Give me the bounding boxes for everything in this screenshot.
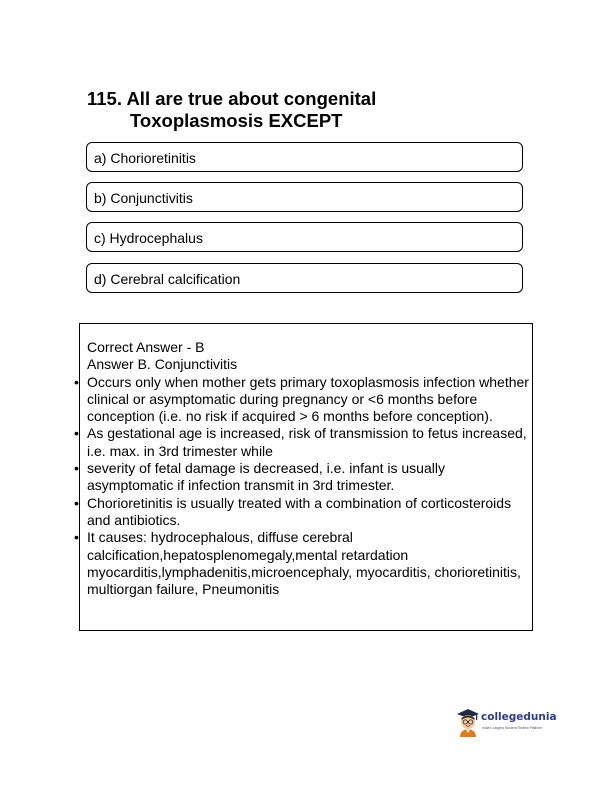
list-item [74, 494, 533, 530]
logo-tagline: India's Largest Student Review Platform [482, 726, 543, 730]
question-heading [87, 88, 527, 132]
correct-answer-label: Correct Answer - B [87, 339, 205, 355]
bullet-icon: • [74, 373, 79, 390]
option-b[interactable]: b) Conjunctivitis [86, 182, 523, 212]
bullet-icon: • [74, 494, 79, 511]
question-line-1: 115. All are true about congenital [87, 88, 377, 109]
list-item-text: severity of fetal damage is decreased, i.e. infant is usually asymptomatic if infection transmit in 3rd trimester. [87, 460, 445, 494]
option-d[interactable]: d) Cerebral calcification [86, 263, 523, 293]
student-mascot-icon [455, 706, 481, 738]
logo-wordmark: collegedunia [481, 711, 557, 723]
list-item [74, 425, 533, 460]
option-a[interactable]: a) Chorioretinitis [86, 142, 523, 172]
explanation-list [74, 373, 533, 599]
list-item [74, 460, 533, 495]
collegedunia-logo [455, 706, 565, 740]
list-item [74, 529, 533, 598]
list-item [74, 373, 533, 426]
list-item-text: As gestational age is increased, risk of transmission to fetus increased, i.e. max. in 3rd trimester while [87, 425, 527, 459]
bullet-icon: • [74, 425, 79, 442]
answer-content [74, 339, 533, 598]
question-line-2: Toxoplasmosis EXCEPT [130, 110, 343, 131]
bullet-icon: • [74, 460, 79, 477]
explanation-title: Answer B. Conjunctivitis [87, 356, 238, 373]
bullet-icon: • [74, 529, 79, 546]
list-item-text: Chorioretinitis is usually treated with a combination of corticosteroids and antibiotics. [87, 494, 512, 528]
list-item-text: It causes: hydrocephalous, diffuse cerebral calcification,hepatosplenomegaly,mental retardation myocarditis,lymphadenitis,microencephaly, myocarditis, chorioretinitis, multiorgan failure, Pneumonitis [87, 529, 521, 598]
option-c[interactable]: c) Hydrocephalus [86, 222, 523, 252]
list-item-text: Occurs only when mother gets primary toxoplasmosis infection whether clinical or asymptomatic during pregnancy or <6 months before conception (i.e. no risk if acquired > 6 months before conception). [87, 373, 529, 425]
